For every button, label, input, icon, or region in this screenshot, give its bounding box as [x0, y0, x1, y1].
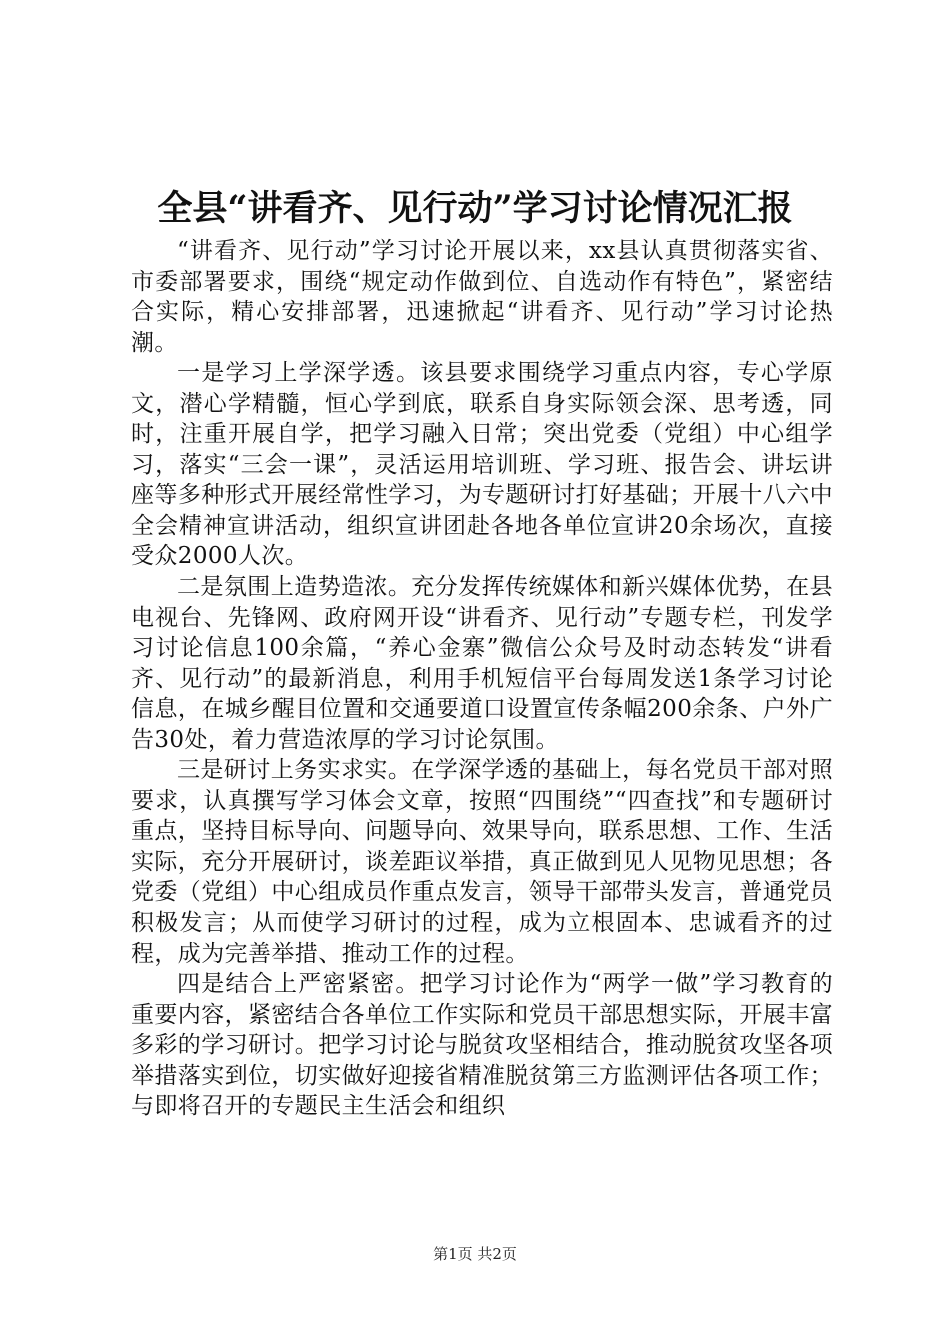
- intro-paragraph: “讲看齐、见行动”学习讨论开展以来，xx县认真贯彻落实省、市委部署要求，围绕“规定动作做到位、自选动作有特色”，紧密结合实际，精心安排部署，迅速掀起“讲看齐、见行动”学习讨论热潮。: [131, 238, 833, 356]
- document-body: [131, 236, 833, 1122]
- paragraph-study: 一是学习上学深学透。该县要求围绕学习重点内容，专心学原文，潜心学精髓，恒心学到底，联系自身实际领会深、思考透，同时，注重开展自学，把学习融入日常；突出党委（党组）中心组学习，落实“三会一课”，灵活运用培训班、学习班、报告会、讲坛讲座等多种形式开展经常性学习，为专题研讨打好基础；开展十八六中全会精神宣讲活动，组织宣讲团赴各地各单位宣讲20余场次，直接受众2000人次。: [131, 360, 833, 570]
- document-title: 全县“讲看齐、见行动”学习讨论情况汇报: [157, 188, 793, 229]
- paragraph-integration: 四是结合上严密紧密。把学习讨论作为“两学一做”学习教育的重要内容，紧密结合各单位工作实际和党员干部思想实际，开展丰富多彩的学习研讨。把学习讨论与脱贫攻坚相结合，推动脱贫攻坚各项举措落实到位，切实做好迎接省精准脱贫第三方监测评估各项工作；与即将召开的专题民主生活会和组织: [131, 971, 833, 1120]
- page-number-footer: 第1页 共2页: [433, 1245, 517, 1263]
- paragraph-atmosphere: 二是氛围上造势造浓。充分发挥传统媒体和新兴媒体优势，在县电视台、先锋网、政府网开设“讲看齐、见行动”专题专栏，刊发学习讨论信息100余篇，“养心金寨”微信公众号及时动态转发“讲看齐、见行动”的最新消息，利用手机短信平台每周发送1条学习讨论信息，在城乡醒目位置和交通要道口设置宣传条幅200余条、户外广告30处，着力营造浓厚的学习讨论氛围。: [131, 574, 833, 753]
- paragraph-discussion: 三是研讨上务实求实。在学深学透的基础上，每名党员干部对照要求，认真撰写学习体会文章，按照“四围绕”“四查找”和专题研讨重点，坚持目标导向、问题导向、效果导向，联系思想、工作、生活实际，充分开展研讨，谈差距议举措，真正做到见人见物见思想；各党委（党组）中心组成员作重点发言，领导干部带头发言，普通党员积极发言；从而使学习研讨的过程，成为立根固本、忠诚看齐的过程，成为完善举措、推动工作的过程。: [131, 757, 833, 967]
